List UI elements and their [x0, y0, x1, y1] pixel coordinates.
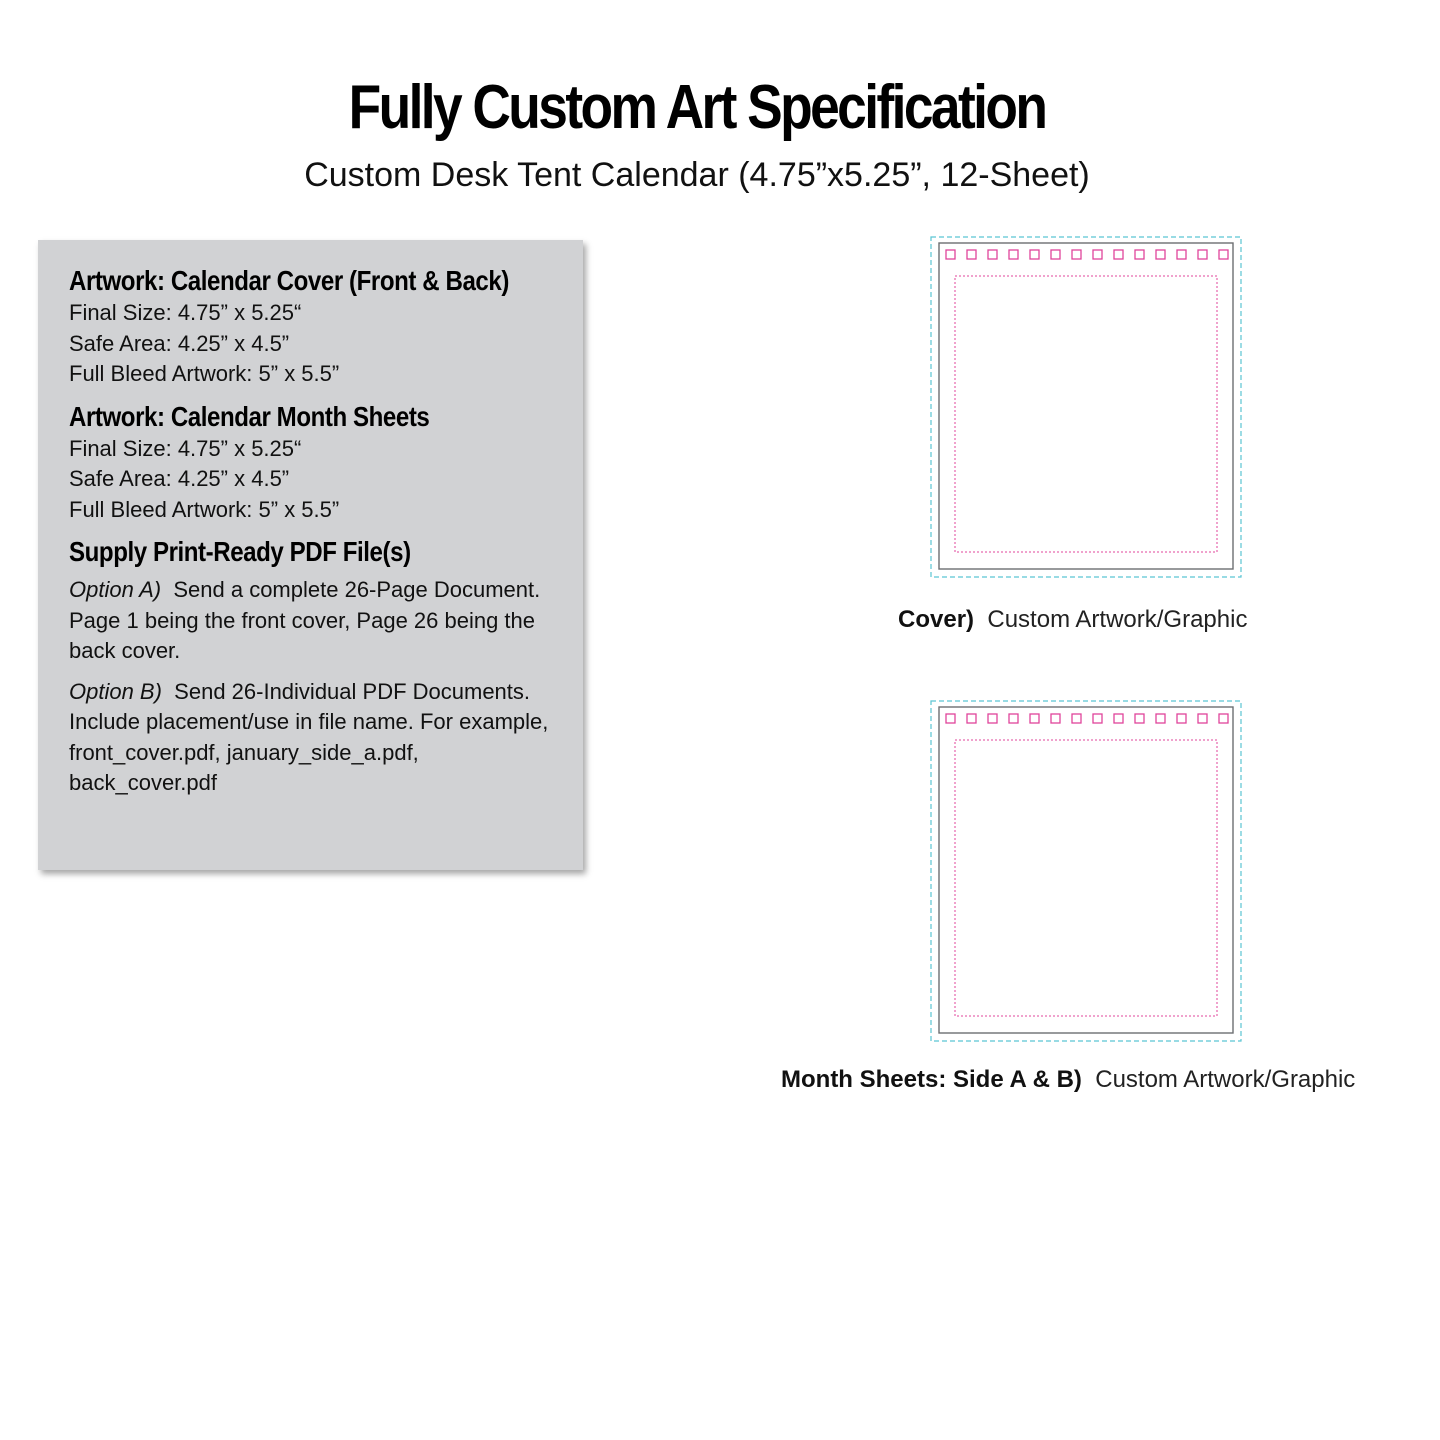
month-sheets-caption-text: Custom Artwork/Graphic: [1095, 1066, 1356, 1093]
months-heading: Artwork: Calendar Month Sheets: [69, 400, 430, 432]
month-sheets-caption: [781, 1066, 1355, 1094]
cover-full-bleed: Full Bleed Artwork: 5” x 5.5”: [69, 361, 340, 386]
cover-diagram: [928, 234, 1244, 580]
cover-caption: [898, 606, 1247, 634]
trim-line: [939, 707, 1233, 1033]
spec-content: [69, 264, 569, 799]
cover-caption-text: Custom Artwork/Graphic: [987, 606, 1248, 633]
option-b: [69, 677, 569, 799]
month-sheets-diagram: [928, 698, 1244, 1044]
page-title: Fully Custom Art Specification: [348, 73, 1046, 142]
option-a-text: Send a complete 26-Page Document. Page 1 being the front cover, Page 26 being the back cover.: [69, 577, 541, 663]
month-sheets-caption-bold: Month Sheets: Side A & B): [781, 1066, 1082, 1093]
cover-template-drawing: [928, 234, 1244, 580]
months-full-bleed: Full Bleed Artwork: 5” x 5.5”: [69, 496, 340, 522]
option-b-label: Option B): [69, 678, 162, 704]
option-a: [69, 575, 569, 667]
cover-heading: Artwork: Calendar Cover (Front & Back): [69, 265, 509, 296]
cover-final-size: Final Size: 4.75” x 5.25“: [69, 300, 302, 325]
month-sheets-template-drawing: [928, 698, 1244, 1044]
cover-caption-bold: Cover): [898, 606, 975, 633]
page-subtitle: Custom Desk Tent Calendar (4.75”x5.25”, 12-Sheet): [304, 156, 1090, 194]
spec-panel: [38, 240, 583, 870]
trim-line: [939, 243, 1233, 569]
months-final-size: Final Size: 4.75” x 5.25“: [69, 435, 302, 461]
cover-safe-area: Safe Area: 4.25” x 4.5”: [69, 330, 290, 356]
option-a-label: Option A): [69, 577, 162, 602]
months-safe-area: Safe Area: 4.25” x 4.5”: [69, 466, 290, 491]
supply-heading: Supply Print-Ready PDF File(s): [69, 536, 411, 567]
option-b-text: Send 26-Individual PDF Documents. Include placement/use in file name. For example, front_cover.pdf, january_side_a.pdf, back_cover.pdf: [69, 678, 549, 795]
